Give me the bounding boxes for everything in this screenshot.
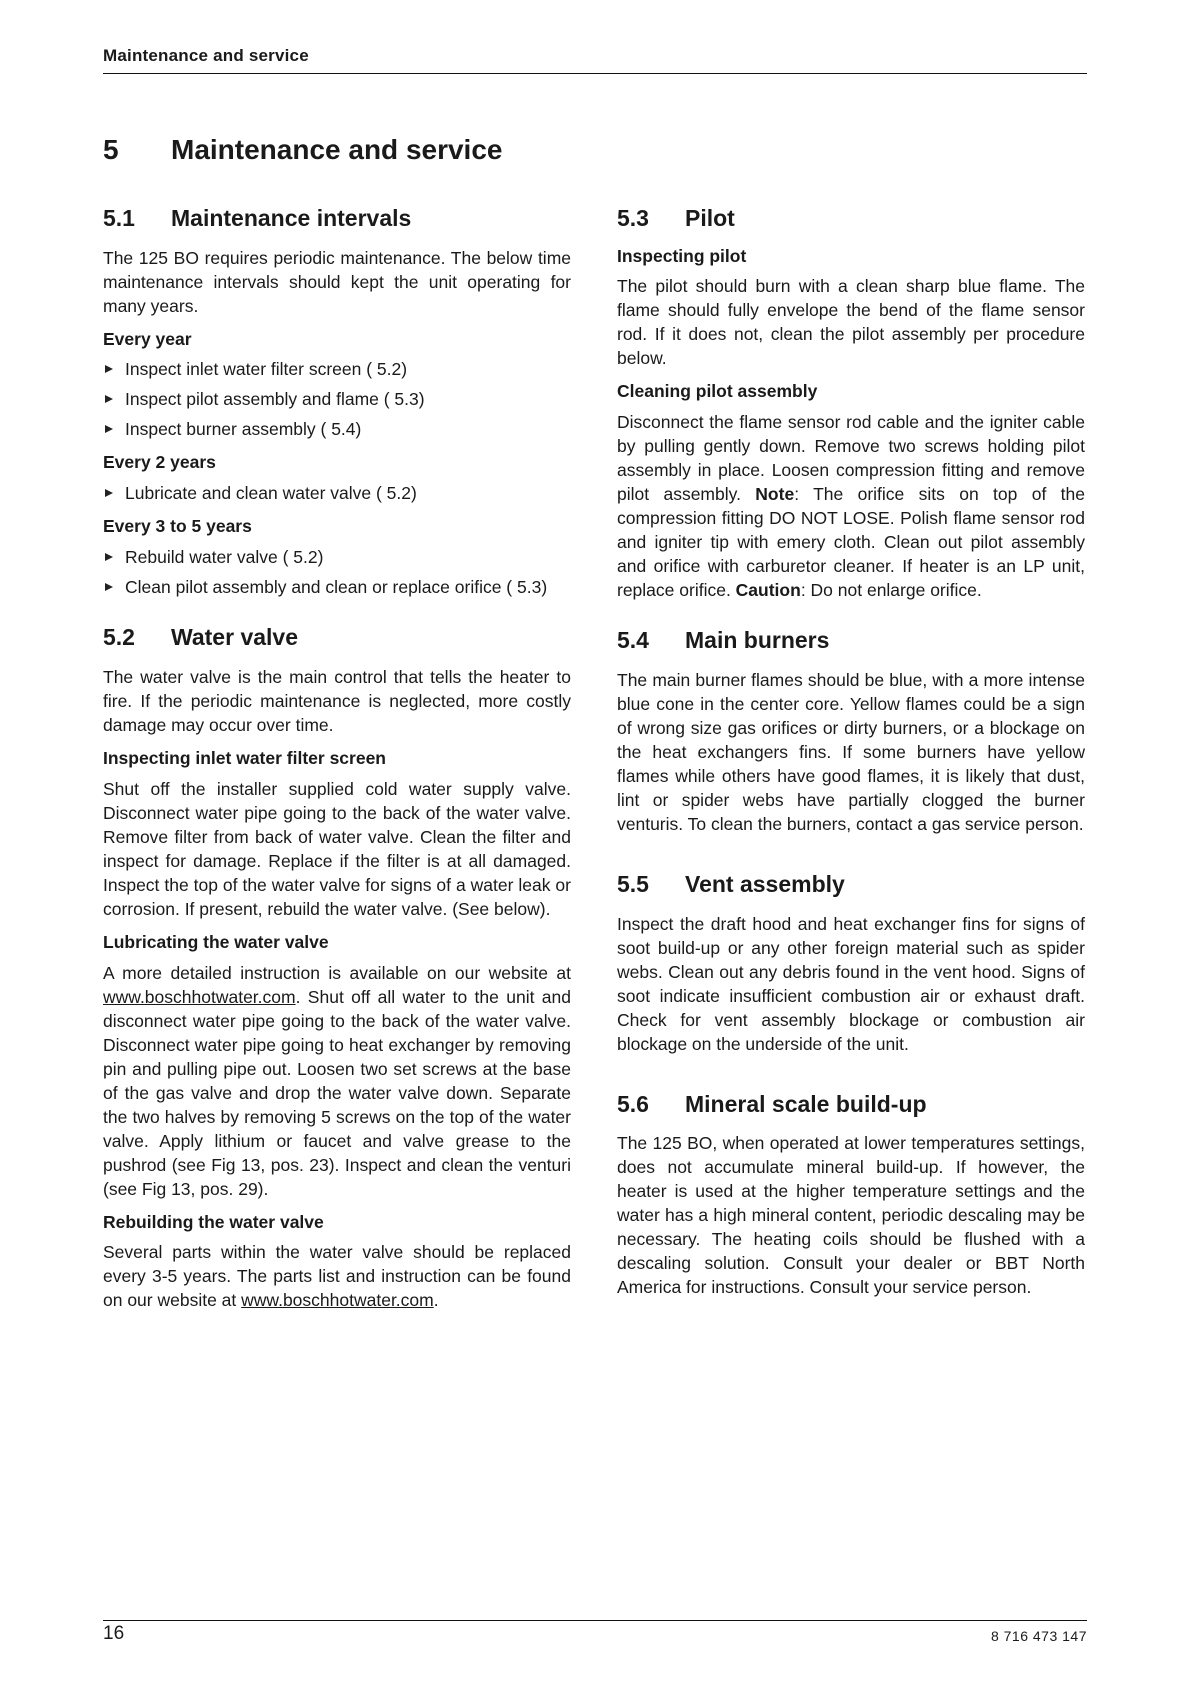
section-title: Maintenance intervals (171, 205, 412, 231)
section-5-2-heading (103, 624, 571, 652)
page-number: 16 (103, 1623, 125, 1644)
inspecting-filter-text: Shut off the installer supplied cold water supply valve. Disconnect water pipe going to the back of the water valve. Remove filter from back of water valve. Clean the filter and inspect for damage. Replace if the filter is at all damaged. Inspect the top of the water valve for signs of a water leak or corrosion. If present, rebuild the water valve. (See below). (103, 778, 571, 919)
section-5-5-text: Inspect the draft hood and heat exchanger fins for signs of soot build-up or any other foreign material such as spider webs. Clean out any debris found in the vent hood. Signs of soot indicate insufficient combustion air or exhaust draft. Check for vent assembly blockage or combustion air blockage on the underside of the unit. (617, 913, 1085, 1054)
left-column (103, 205, 571, 1323)
section-title: Main burners (685, 627, 830, 654)
section-5-1-intro: The 125 BO requires periodic maintenance. The below time maintenance intervals should kept the unit operating for many years. (103, 247, 571, 316)
lubricating-valve-text: A more detailed instruction is available on our website at www.boschhotwater.com. Shut off all water to the unit and disconnect water pipe going to the back of the water valve. Disconnect water pipe going to heat exchanger by removing pin and pulling pipe out. Loosen two set screws at the base of the gas valve and drop the water valve down. Separate the two halves by removing 5 screws on the top of the water valve. Apply lithium or faucet and valve grease to the pushrod (see Fig 13, pos. 23). Inspect and clean the venturi (see Fig 13, pos. 29). (103, 962, 571, 1199)
section-number: 5.4 (617, 627, 649, 654)
inspecting-filter-heading: Inspecting inlet water filter screen (103, 747, 386, 768)
list-item: Inspect burner assembly ( 5.4) (103, 417, 571, 441)
inspecting-pilot-text: The pilot should burn with a clean sharp blue flame. The flame should fully envelope the bend of the flame sensor rod. If it does not, clean the pilot assembly per procedure below. (617, 276, 1085, 369)
cleaning-pilot-text: Disconnect the flame sensor rod cable and the igniter cable by pulling gently down. Remove two screws holding pilot assembly in place. Loosen compression fitting and remove pilot assembly. Note: The orifice sits on top of the compression fitting DO NOT LOSE. Polish flame sensor rod and igniter tip with emery cloth. Clean out pilot assembly and orifice with carburetor cleaner. If heater is an LP unit, replace orifice. Caution: Do not enlarge orifice. (617, 412, 1085, 601)
section-number: 5.3 (617, 205, 649, 231)
inspecting-pilot-heading: Inspecting pilot (617, 245, 747, 266)
section-title: Water valve (171, 624, 298, 651)
every-year-heading: Every year (103, 328, 192, 349)
website-link[interactable]: www.boschhotwater.com (103, 986, 296, 1007)
every-2-years-list (103, 481, 571, 505)
section-title: Pilot (685, 205, 735, 231)
triangle-bullet-icon (105, 553, 113, 561)
list-item: Rebuild water valve ( 5.2) (103, 545, 571, 569)
footer-rule (103, 1620, 1087, 1621)
chapter-number: 5 (103, 134, 119, 165)
header-rule (103, 73, 1087, 74)
list-item: Inspect pilot assembly and flame ( 5.3) (103, 387, 571, 411)
note-label: Note (755, 484, 795, 505)
section-5-1-heading (103, 205, 571, 233)
rebuilding-valve-heading: Rebuilding the water valve (103, 1211, 324, 1232)
document-number: 8 716 473 147 (990, 1628, 1087, 1644)
every-year-list (103, 357, 571, 441)
right-column (617, 205, 1085, 1310)
triangle-bullet-icon (105, 395, 113, 403)
section-5-2-intro: The water valve is the main control that tells the heater to fire. If the periodic maintenance is neglected, more costly damage may occur over time. (103, 666, 571, 735)
every-3-to-5-years-list (103, 545, 571, 599)
triangle-bullet-icon (105, 365, 113, 373)
section-5-6-heading (617, 1091, 1085, 1119)
section-number: 5.2 (103, 624, 135, 651)
section-5-5-heading (617, 871, 1085, 899)
section-5-4-text: The main burner flames should be blue, with a more intense blue cone in the center core. Yellow flames could be a sign of wrong size gas orifices or dirty burners, or a blockage on the heat exchangers fins. If some burners have yellow flames while others have good flames, it is likely that dust, lint or spider webs have partially clogged the burner venturis. To clean the burners, contact a gas service person. (617, 669, 1085, 834)
section-5-3-heading (617, 205, 1085, 233)
cleaning-pilot-heading: Cleaning pilot assembly (617, 381, 818, 402)
list-item: Inspect inlet water filter screen ( 5.2) (103, 357, 571, 381)
caution-label: Caution (735, 580, 801, 601)
section-5-4-heading (617, 627, 1085, 655)
chapter-title (103, 134, 502, 166)
section-number: 5.1 (103, 205, 135, 231)
lubricating-valve-heading: Lubricating the water valve (103, 931, 329, 952)
section-title: Mineral scale build-up (685, 1090, 927, 1117)
running-head: Maintenance and service (103, 46, 309, 65)
every-3-to-5-years-heading: Every 3 to 5 years (103, 516, 252, 537)
section-number: 5.6 (617, 1090, 649, 1117)
section-5-6-text: The 125 BO, when operated at lower temperatures settings, does not accumulate mineral build-up. If however, the heater is used at the higher temperature settings and the water has a high mineral content, periodic descaling may be necessary. The heating coils should be flushed with a descaling solution. Consult your dealer or BBT North America for instructions. Consult your service person. (617, 1133, 1085, 1298)
website-link[interactable]: www.boschhotwater.com (241, 1290, 434, 1311)
every-2-years-heading: Every 2 years (103, 452, 216, 473)
list-item: Clean pilot assembly and clean or replace orifice ( 5.3) (103, 575, 571, 599)
section-title: Vent assembly (685, 870, 845, 897)
section-number: 5.5 (617, 870, 649, 897)
triangle-bullet-icon (105, 489, 113, 497)
triangle-bullet-icon (105, 425, 113, 433)
triangle-bullet-icon (105, 583, 113, 591)
rebuilding-valve-text: Several parts within the water valve should be replaced every 3-5 years. The parts list and instruction can be found on our website at www.boschhotwater.com. (103, 1242, 571, 1311)
chapter-title-text: Maintenance and service (171, 134, 503, 165)
list-item: Lubricate and clean water valve ( 5.2) (103, 481, 571, 505)
